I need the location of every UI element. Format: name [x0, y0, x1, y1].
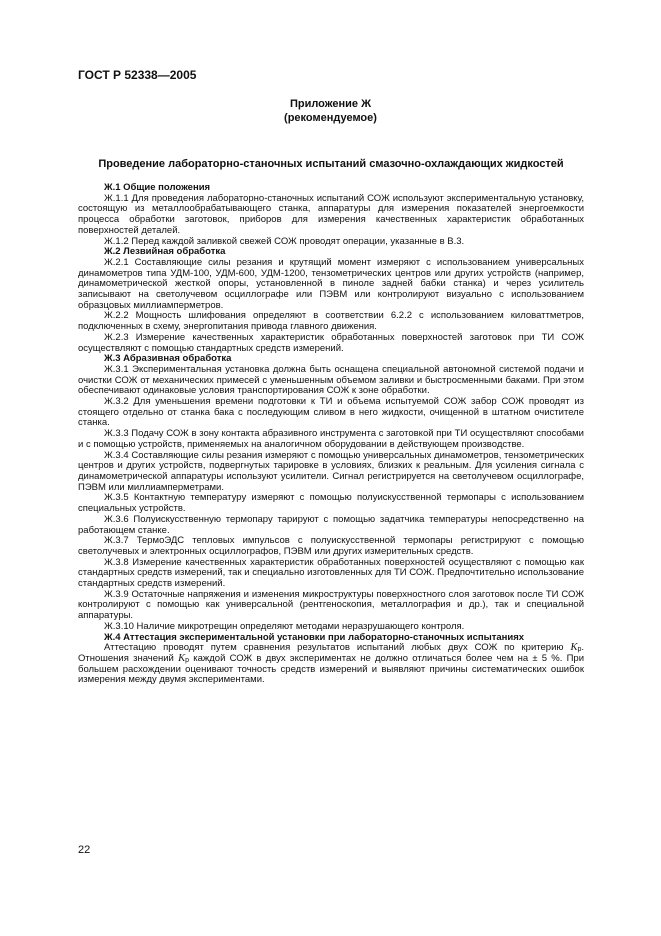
paragraph-zh1-2: Ж.1.2 Перед каждой заливкой свежей СОЖ проводят операции, указанные в В.3. — [104, 235, 465, 247]
document-header: ГОСТ Р 52338—2005 — [78, 68, 197, 82]
paragraph-zh2-3: Ж.2.3 Измерение качественных характеристик обработанных поверхностей заготовок при ТИ СОЖ осуществляют с помощью стандартных средств измерений. — [78, 331, 584, 354]
paragraph-zh3-3: Ж.3.3 Подачу СОЖ в зону контакта абразивного инструмента с заготовкой при ТИ осуществляют способами и с помощью устройств, применяемых на аналогичном оборудовании в действующем производстве. — [78, 428, 584, 450]
paragraph-zh3-2: Ж.3.2 Для уменьшения времени подготовки к ТИ и объема испытуемой СОЖ забор СОЖ проводят из стоящего отдельно от станка бака с последующим сливом в него жидкости, очищенной в штатном очистителе станка. — [78, 396, 584, 429]
paragraph-zh2-2: Ж.2.2 Мощность шлифования определяют в соответствии 6.2.2 с использованием киловаттметров, подключенных в схему, энергопитания привода главного движения. — [78, 310, 584, 333]
appendix-heading — [0, 97, 661, 125]
heading-zh3: Ж.3 Абразивная обработка — [104, 353, 232, 365]
criterion-subscript-repeat: р — [185, 656, 190, 664]
attestation-text-part3: каждой СОЖ в двух экспериментах не должно отличаться более чем на ± 5 %. При большем расхождении оценивают точность средств измерений и выявляют причины систематических ошибок измерения между двумя экспериментами. — [78, 652, 585, 686]
paragraph-zh2-1: Ж.2.1 Составляющие силы резания и крутящий момент измеряют с использованием универсальных динамометров типа УДМ-100, УДМ-600, УДМ-1200, тензометрических центров или других устройств (например, динамометрической жесткой опоры, установленной в пиноле задней бабки станка) и через усилитель записывают на светолучевом осциллографе или ПЭВМ или контролируют визуально с использованием образцовых миллиамперметров. — [78, 256, 584, 311]
paragraph-zh3-10: Ж.3.10 Наличие микротрещин определяют методами неразрушающего контроля. — [104, 620, 465, 632]
paragraph-zh4-attestation — [78, 643, 584, 686]
section-title: Проведение лабораторно-станочных испытаний смазочно-охлаждающих жидкостей — [98, 158, 564, 170]
appendix-title: Приложение Ж — [289, 98, 372, 110]
attestation-text-part1: Аттестацию проводят путем сравнения результатов испытаний любых двух СОЖ по критерию — [104, 642, 571, 654]
criterion-subscript: р — [577, 646, 582, 654]
criterion-symbol: K — [570, 642, 578, 654]
paragraph-zh3-6: Ж.3.6 Полуискусственную термопару тарируют с помощью задатчика температуры непосредственно на работающем станке. — [78, 513, 584, 536]
paragraph-zh3-4: Ж.3.4 Составляющие силы резания измеряют с помощью универсальных динамометров, тензометрических центров и других устройств, подвергнутых тарировке в условиях, близких к реальным. Для усиления сигнала с динамометрической аппаратуры используют усилители. Сигнал регистрируется на светолучевом осциллографе, ПЭВМ или миллиамперметрами. — [78, 449, 584, 493]
heading-zh2: Ж.2 Лезвийная обработка — [104, 246, 226, 258]
heading-zh1: Ж.1 Общие положения — [104, 182, 211, 193]
paragraph-zh3-7: Ж.3.7 ТермоЭДС тепловых импульсов с полуискусственной термопары регистрируют с помощью светолучевых и электронных осциллографов, ПЭВМ или других измерительных средств. — [78, 535, 584, 557]
heading-zh4: Ж.4 Аттестация экспериментальной установки при лабораторно-станочных испытаниях — [104, 631, 525, 643]
appendix-subtitle: (рекомендуемое) — [284, 112, 377, 124]
document-body — [78, 183, 584, 686]
paragraph-zh3-8: Ж.3.8 Измерение качественных характеристик обработанных поверхностей осуществляют с помощью как стандартных средств измерений, так и специально изготовленных для ТИ СОЖ. Предпочтительно использование стандартных средств измерений. — [78, 556, 584, 590]
attestation-text-part2: . Отношения значений — [78, 642, 584, 664]
criterion-symbol-repeat: K — [178, 652, 186, 664]
paragraph-zh3-1: Ж.3.1 Экспериментальная установка должна быть оснащена специальной автономной системой подачи и очистки СОЖ от механических примесей с уменьшенным объемом заливки и быстросменными баками. При этом обеспечивают одинаковые условия транспортирования СОЖ к зоне обработки. — [78, 363, 584, 397]
page-number: 22 — [78, 844, 91, 856]
paragraph-zh1-1: Ж.1.1 Для проведения лабораторно-станочных испытаний СОЖ используют экспериментальную установку, состоящую из металлообрабатывающего станка, аппаратуры для измерения показателей энергоемкости процесса обработки заготовок, приборов для измерения качественных характеристик обработанных поверхностей деталей. — [78, 192, 584, 236]
paragraph-zh3-5: Ж.3.5 Контактную температуру измеряют с помощью полуискусственной термопары с использованием специальных устройств. — [78, 492, 584, 515]
paragraph-zh3-9: Ж.3.9 Остаточные напряжения и изменения микроструктуры поверхностного слоя заготовок после ТИ СОЖ контролируют с помощью как универсальной (рентгеноскопия, металлография и др.), так и специальной аппаратуры. — [78, 588, 584, 622]
